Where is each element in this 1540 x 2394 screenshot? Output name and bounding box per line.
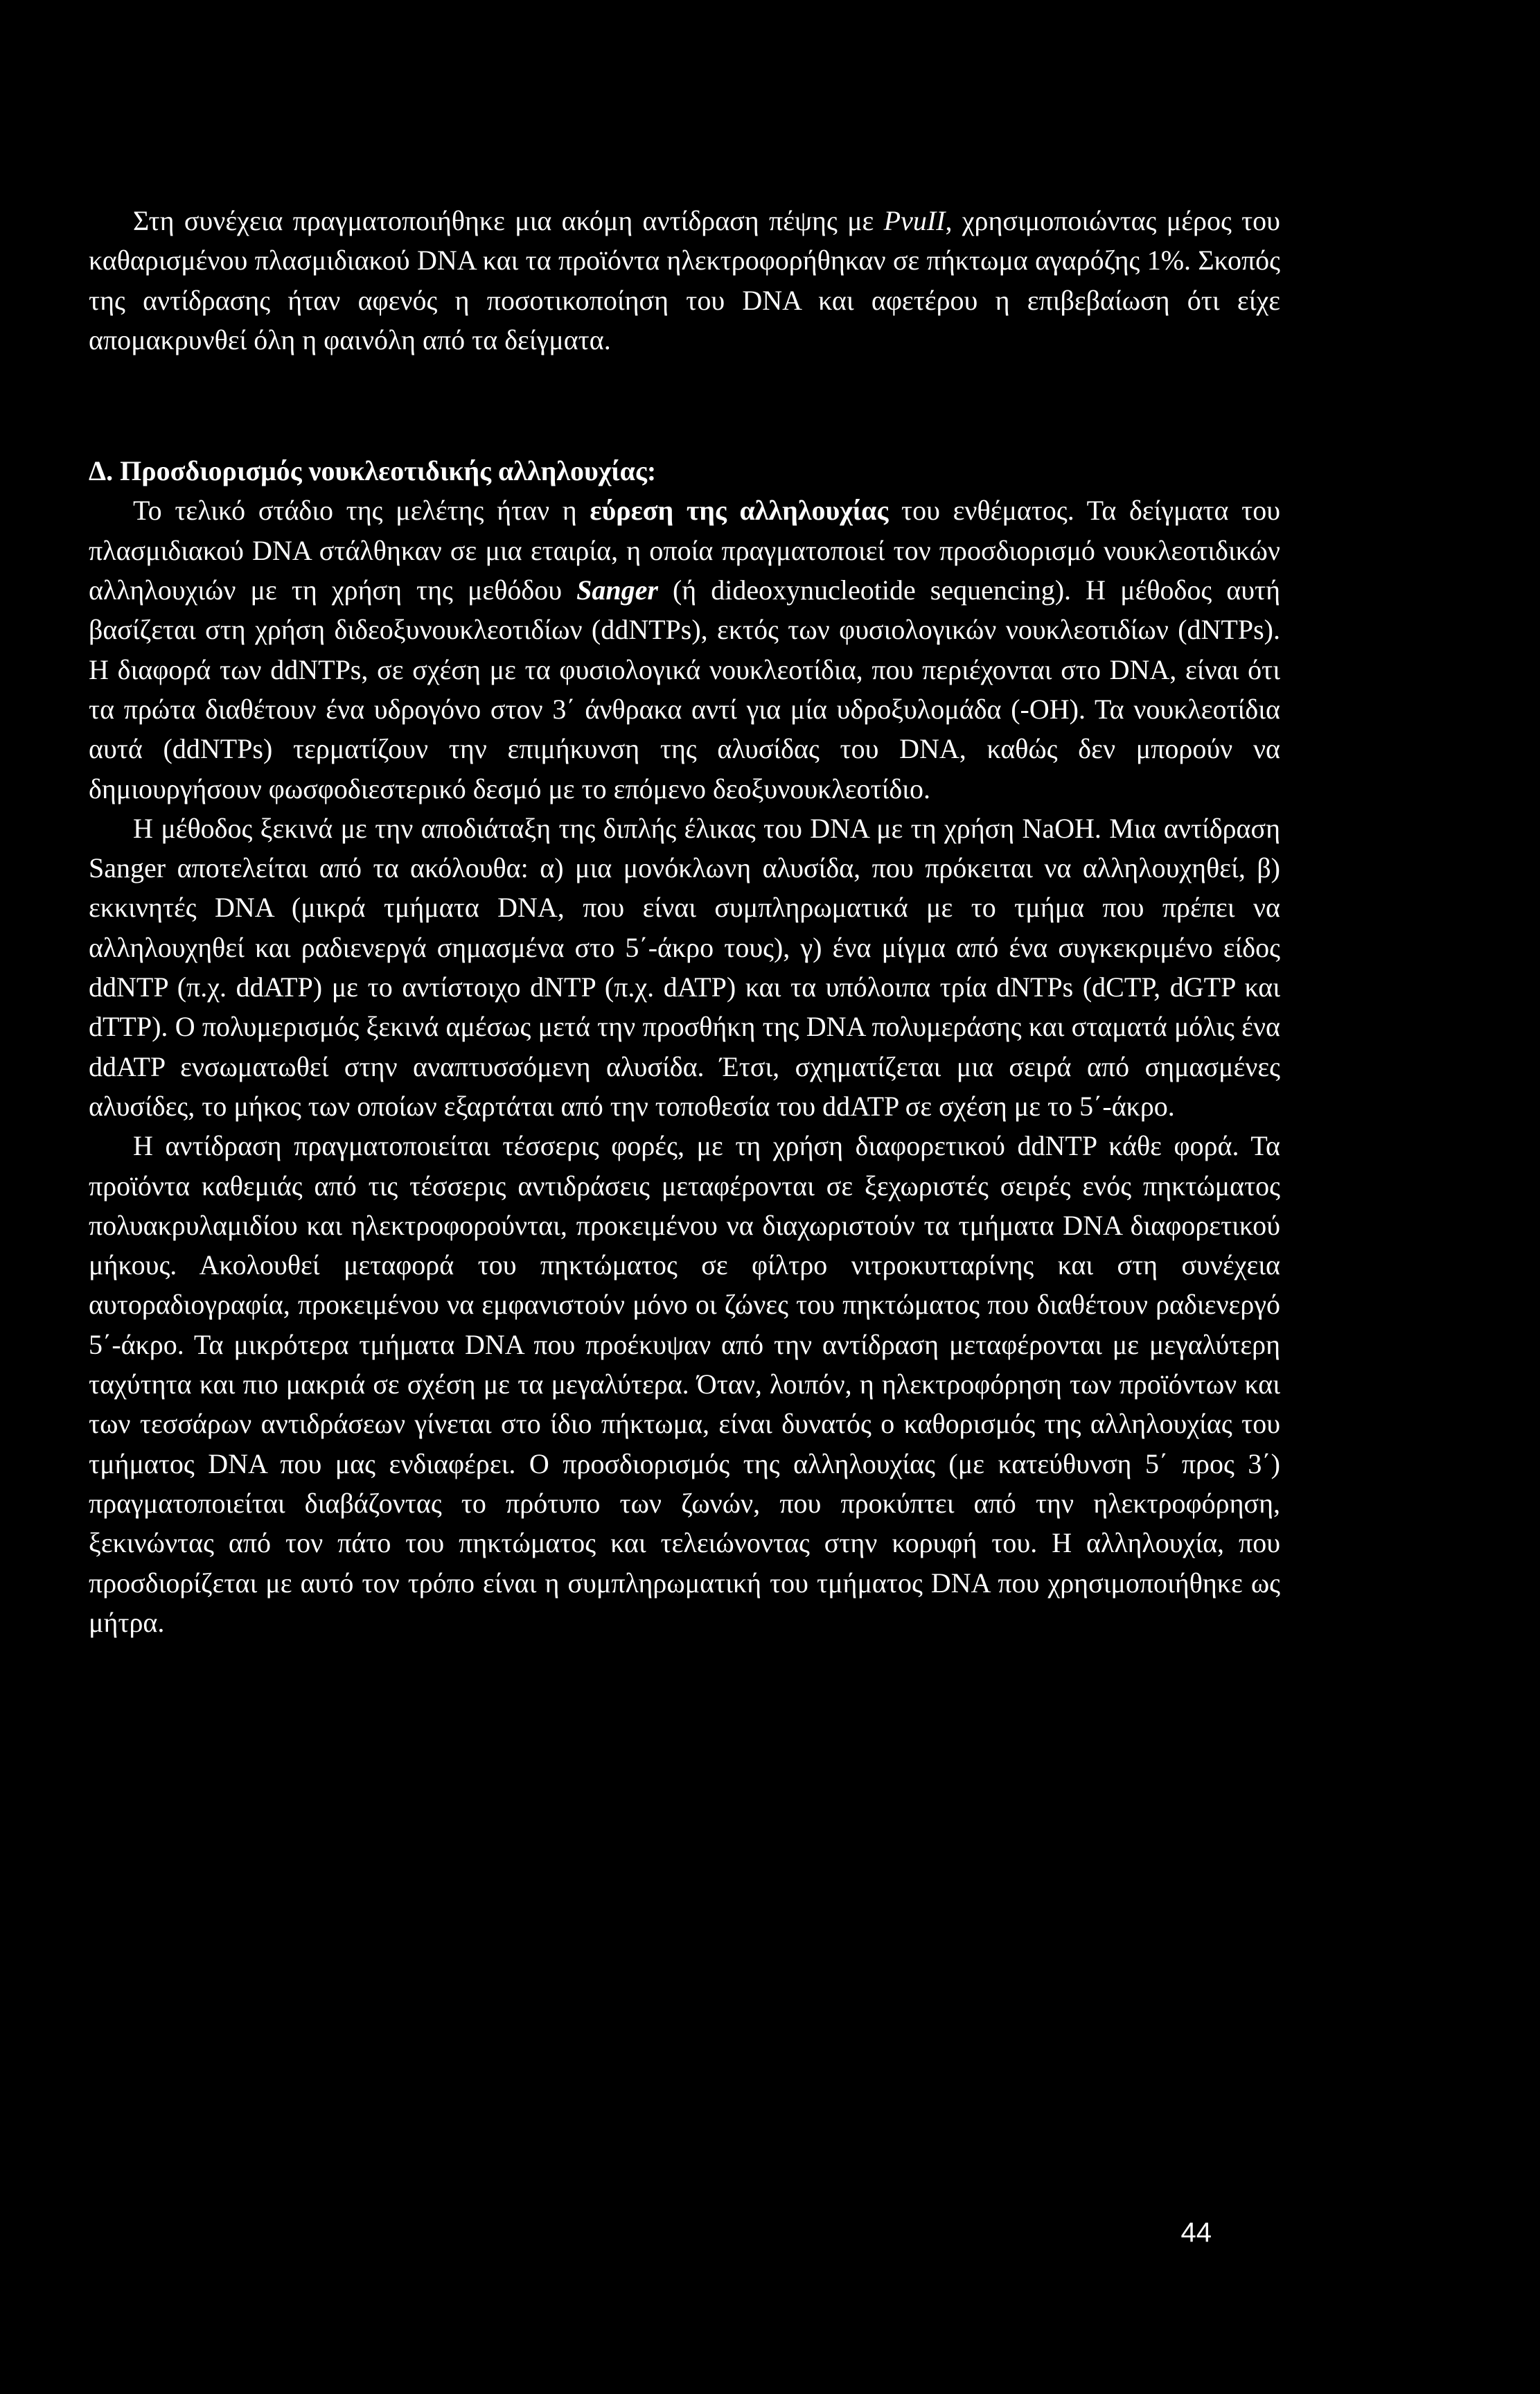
document-body xyxy=(89,201,1280,1642)
intro-paragraph xyxy=(89,201,1280,360)
sanger-text-3: (ή dideoxynucleotide sequencing). Η μέθοδος αυτή βασίζεται στη χρήση διδεοξυνουκλεοτιδίων (ddNTPs), εκτός των φυσιολογικών νουκλεοτιδίων (dNTPs). Η διαφορά των ddNTPs, σε σχέση με τα φυσιολογικά νουκλεοτίδια, που περιέχονται στο DNA, είναι ότι τα πρώτα διαθέτουν ένα υδρογόνο στον 3΄ άνθρακα αντί για μία υδροξυλομάδα (-OH). Τα νουκλεοτίδια αυτά (ddNTPs) τερματίζουν την επιμήκυνση της αλυσίδας του DNA, καθώς δεν μπορούν να δημιουργήσουν φωσφοδιεστερικό δεσμό με το επόμενο δεοξυνουκλεοτίδιο. xyxy=(89,574,1280,804)
page-number: 44 xyxy=(1180,2217,1212,2248)
sanger-text-1: Το τελικό στάδιο της μελέτης ήταν η xyxy=(133,495,590,527)
electrophoresis-paragraph: Η αντίδραση πραγματοποιείται τέσσερις φορές, με τη χρήση διαφορετικού ddNTP κάθε φορά. Τα προϊόντα καθεμιάς από τις τέσσερις αντιδράσεις μεταφέρονται σε ξεχωριστές σειρές ενός πηκτώματος πολυακρυλαμιδίου και ηλεκτροφορούνται, προκειμένου να διαχωριστούν τα τμήματα DNA διαφορετικού μήκους. Ακολουθεί μεταφορά του πηκτώματος σε φίλτρο νιτροκυτταρίνης και στη συνέχεια αυτοραδιογραφία, προκειμένου να εμφανιστούν μόνο οι ζώνες του πηκτώματος που διαθέτουν ραδιενεργό 5΄-άκρο. Τα μικρότερα τμήματα DNA που προέκυψαν από την αντίδραση μεταφέρονται με μεγαλύτερη ταχύτητα και πιο μακριά σε σχέση με τα μεγαλύτερα. Όταν, λοιπόν, η ηλεκτροφόρηση των προϊόντων και των τεσσάρων αντιδράσεων γίνεται στο ίδιο πήκτωμα, είναι δυνατός ο καθορισμός της αλληλουχίας του τμήματος DNA που μας ενδιαφέρει. Ο προσδιορισμός της αλληλουχίας (με κατεύθυνση 5΄ προς 3΄) πραγματοποιείται διαβάζοντας το πρότυπο των ζωνών, που προκύπτει από την ηλεκτροφόρηση, ξεκινώντας από τον πάτο του πηκτώματος και τελειώνοντας στην κορυφή του. Η αλληλουχία, που προσδιορίζεται με αυτό τον τρόπο είναι η συμπληρωματική του τμήματος DNA που χρησιμοποιήθηκε ως μήτρα. xyxy=(89,1130,1280,1638)
enzyme-name: PvuII xyxy=(883,205,946,236)
sequence-finding-bold: εύρεση της αλληλουχίας xyxy=(590,495,889,527)
sanger-text-2: του ενθέματος. Τα δείγματα του πλασμιδιακού DNA στάλθηκαν σε μια εταιρία, η οποία πραγματοποιεί τον προσδιορισμό νουκλεοτιδικών αλληλουχιών με τη χρήση της μεθόδου xyxy=(89,495,1281,606)
intro-text-end: , χρησιμοποιώντας μέρος του καθαρισμένου πλασμιδιακού DNA και τα προϊόντα ηλεκτροφορήθηκαν σε πήκτωμα αγαρόζης 1%. Σκοπός της αντίδρασης ήταν αφενός η ποσοτικοποίηση του DNA και αφετέρου η επιβεβαίωση ότι είχε απομακρυνθεί όλη η φαινόλη από τα δείγματα. xyxy=(89,205,1280,355)
method-steps-paragraph: Η μέθοδος ξεκινά με την αποδιάταξη της διπλής έλικας του DNA με τη χρήση NaOH. Μια αντίδραση Sanger αποτελείται από τα ακόλουθα: α) μια μονόκλωνη αλυσίδα, που πρόκειται να αλληλουχηθεί, β) εκκινητές DNA (μικρά τμήματα DNA, που είναι συμπληρωματικά με το τμήμα που πρέπει να αλληλουχηθεί και ραδιενεργά σημασμένα στο 5΄-άκρο τους), γ) ένα μίγμα από ένα συγκεκριμένο είδος ddNTP (π.χ. ddATP) με το αντίστοιχο dNTP (π.χ. dATP) και τα υπόλοιπα τρία dNTPs (dCTP, dGTP και dTTP). Ο πολυμερισμός ξεκινά αμέσως μετά την προσθήκη της DNA πολυμεράσης και σταματά μόλις ένα ddATP ενσωματωθεί στην αναπτυσσόμενη αλυσίδα. Έτσι, σχηματίζεται μια σειρά από σημασμένες αλυσίδες, το μήκος των οποίων εξαρτάται από την τοποθεσία του ddATP σε σχέση με το 5΄-άκρο. xyxy=(89,812,1280,1122)
sanger-intro-paragraph xyxy=(89,491,1280,808)
section-heading: Δ. Προσδιορισμός νουκλεοτιδικής αλληλουχίας: xyxy=(89,455,657,487)
sanger-method-name: Sanger xyxy=(576,574,658,606)
intro-text-start: Στη συνέχεια πραγματοποιήθηκε μια ακόμη αντίδραση πέψης με xyxy=(133,205,884,236)
